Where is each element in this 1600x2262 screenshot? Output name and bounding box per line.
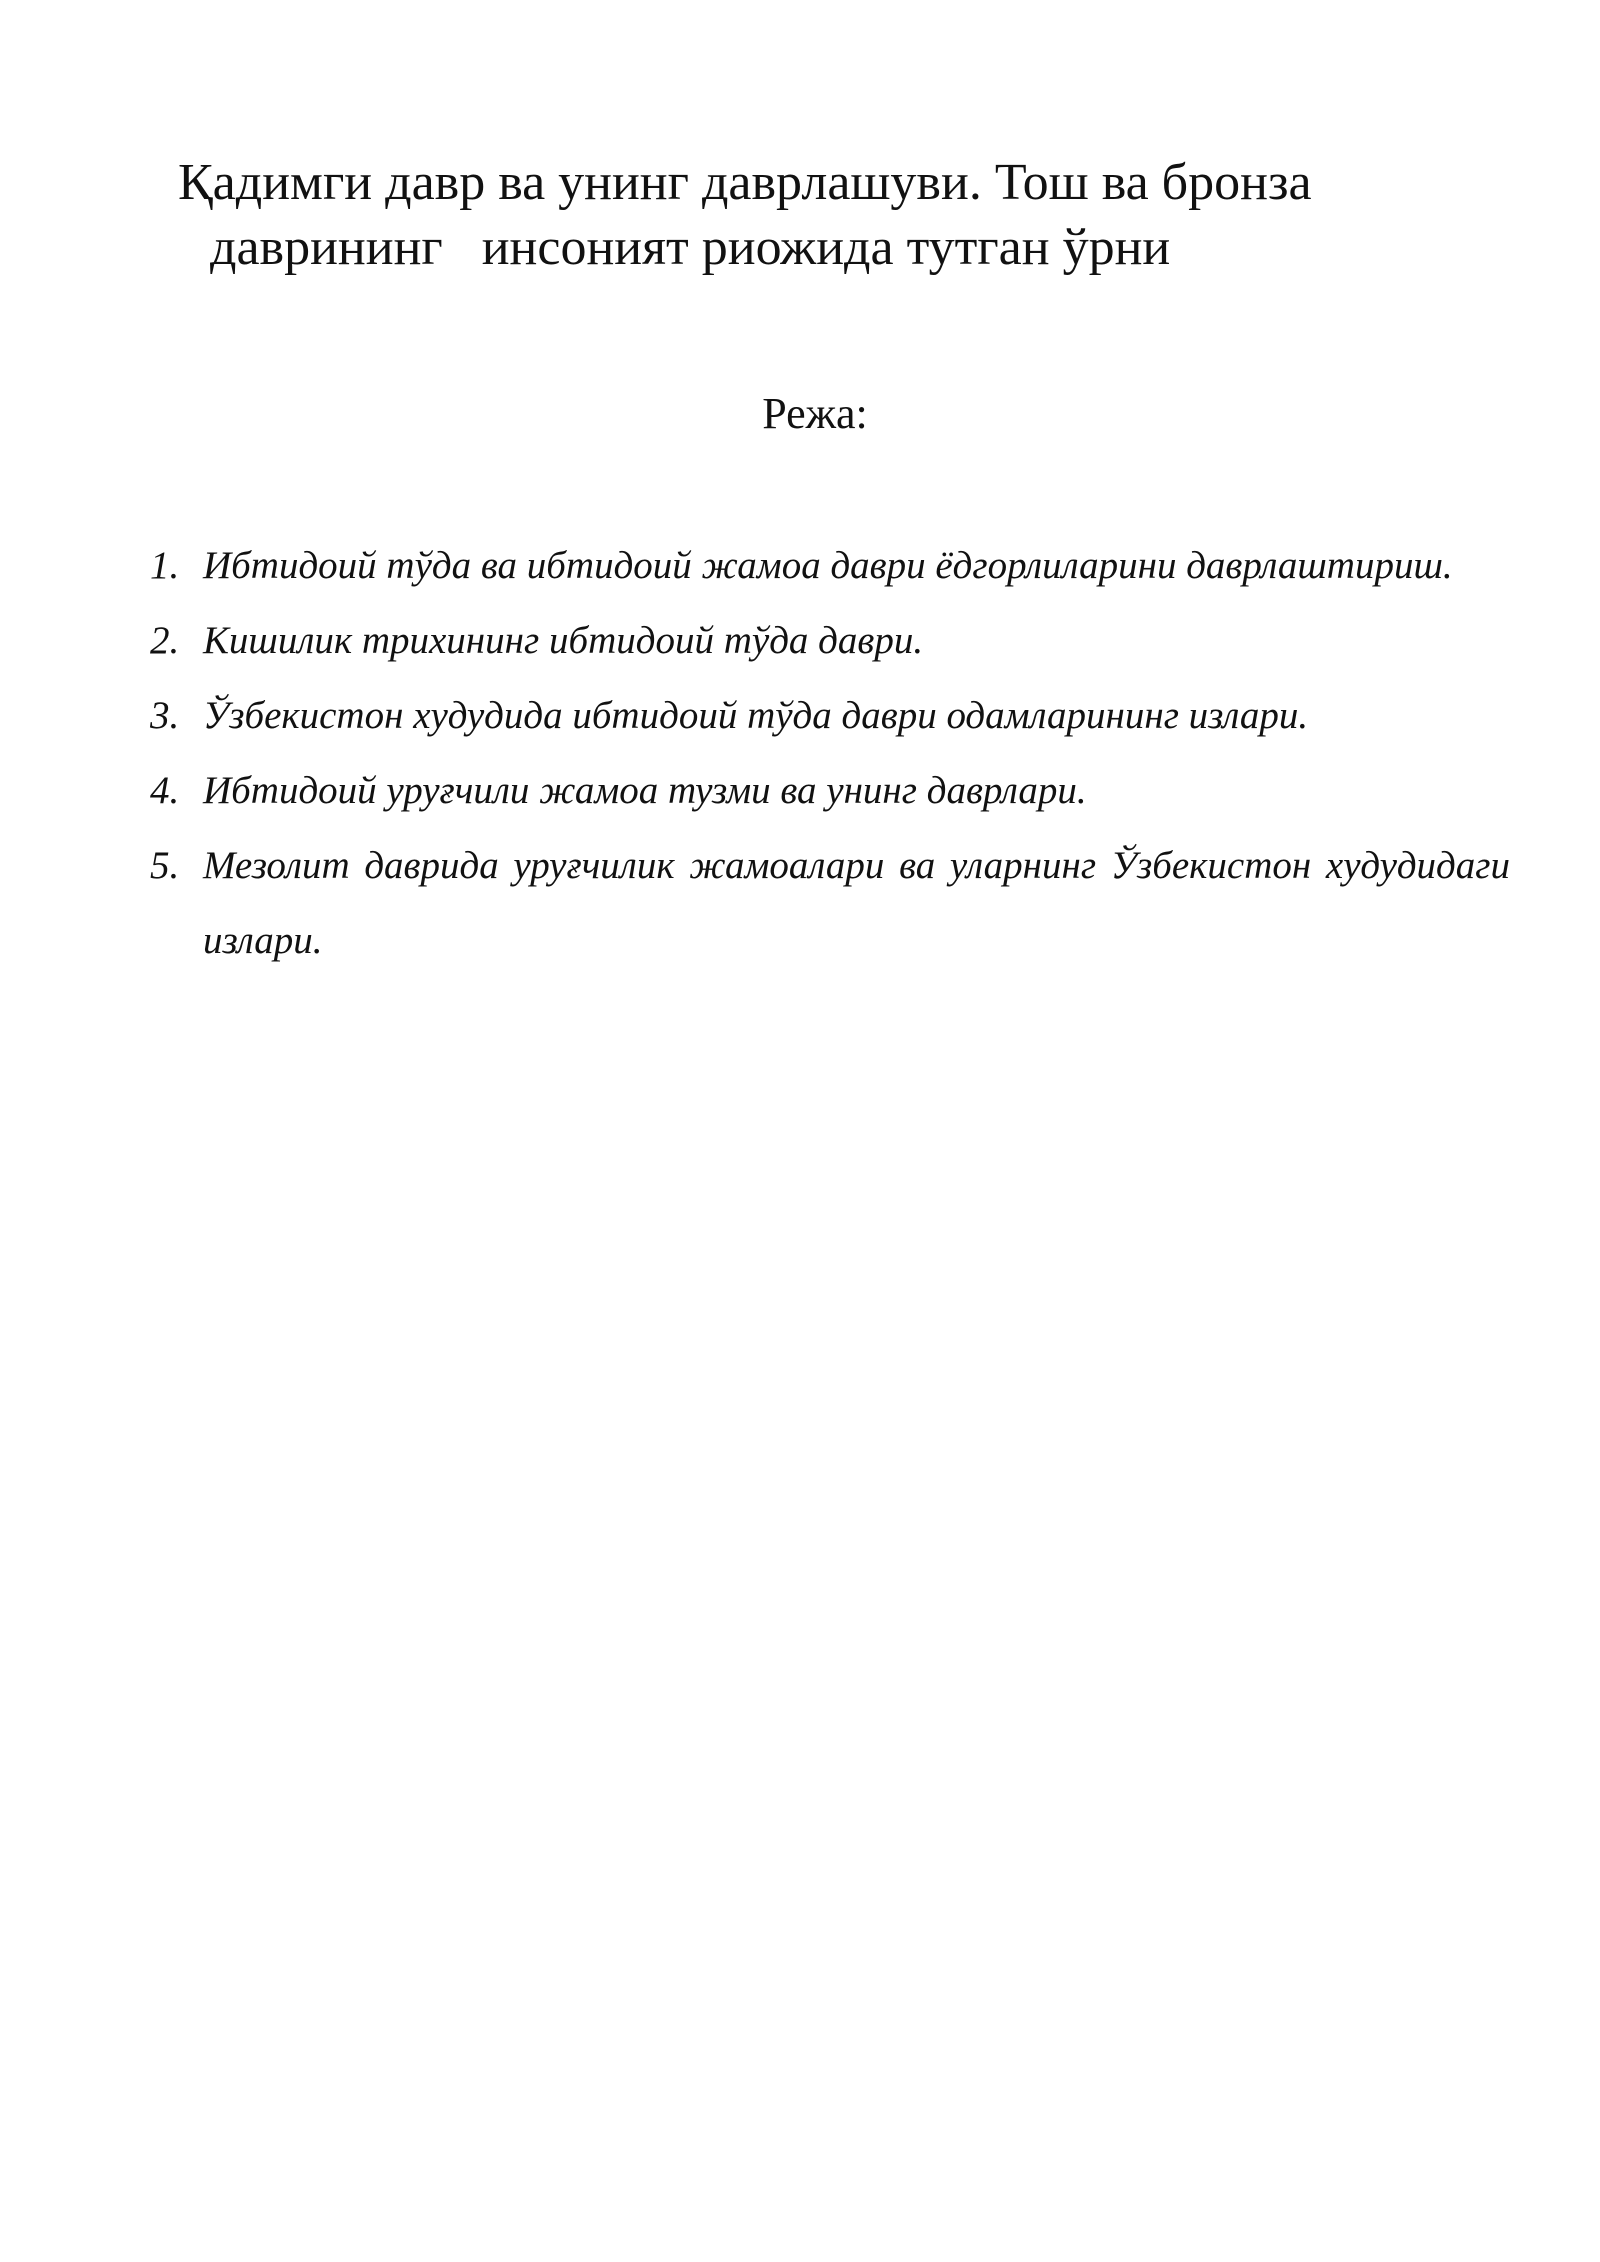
plan-item-text: Ибтидоий уруғчили жамоа тузми ва унинг даврлари. (203, 769, 1087, 812)
plan-item (150, 678, 1510, 753)
document-title (150, 150, 1450, 280)
plan-item (150, 528, 1510, 603)
plan-item-text: Ибтидоий тўда ва ибтидоий жамоа даври ёдгорлиларини даврлаштириш. (203, 544, 1453, 587)
plan-item-number: 5. (150, 844, 180, 887)
plan-item (150, 753, 1510, 828)
plan-heading: Режа: (762, 389, 868, 438)
plan-item-text: Мезолит даврида уруғчилик жамоалари ва уларнинг Ўзбекистон худудидаги излари. (203, 844, 1510, 962)
plan-item (150, 603, 1510, 678)
plan-item-number: 2. (150, 619, 180, 662)
plan-item-text: Ўзбекистон худудида ибтидоий тўда даври одамларининг излари. (203, 694, 1309, 737)
plan-item-number: 4. (150, 769, 180, 812)
title-line-1: Қадимги давр ва унинг даврлашуви. Тош ва бронза (178, 154, 1312, 211)
title-line-2: даврининг инсоният риожида тутган ўрни (210, 219, 1171, 276)
plan-item-number: 3. (150, 694, 180, 737)
plan-item-number: 1. (150, 544, 180, 587)
plan-list (150, 528, 1510, 978)
plan-item (150, 828, 1510, 978)
plan-item-text: Кишилик трихининг ибтидоий тўда даври. (203, 619, 924, 662)
